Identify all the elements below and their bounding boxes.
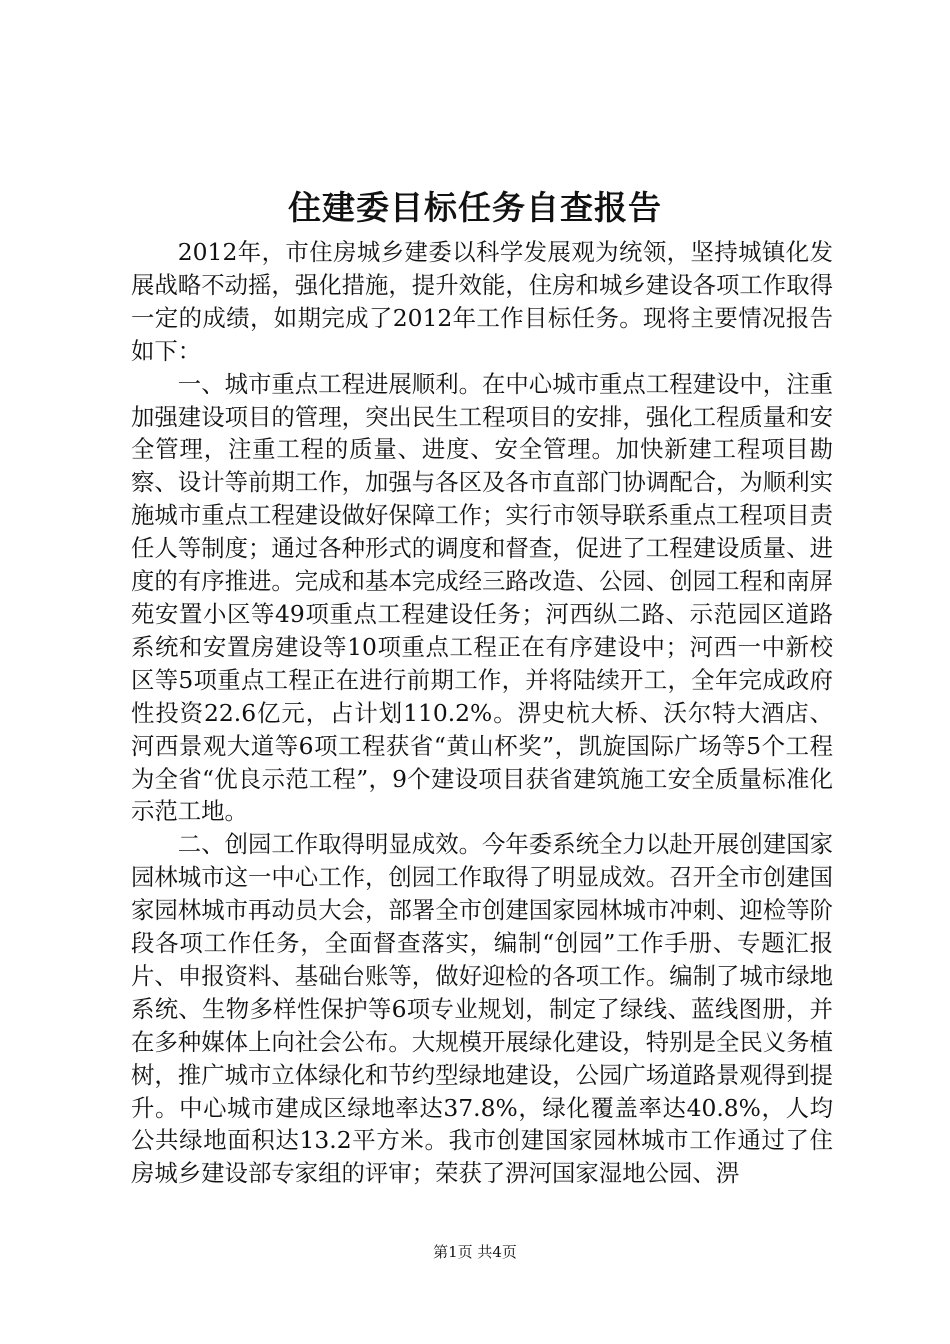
document-body — [131, 236, 833, 1190]
intro-paragraph: 2012年，市住房城乡建委以科学发展观为统领，坚持城镇化发展战略不动摇，强化措施，提升效能，住房和城乡建设各项工作取得一定的成绩，如期完成了2012年工作目标任务。现将主要情况报告如下： — [131, 238, 833, 365]
section-one-paragraph: 一、城市重点工程进展顺利。在中心城市重点工程建设中，注重加强建设项目的管理，突出民生工程项目的安排，强化工程质量和安全管理，注重工程的质量、进度、安全管理。加快新建工程项目勘察、设计等前期工作，加强与各区及各市直部门协调配合，为顺利实施城市重点工程建设做好保障工作；实行市领导联系重点工程项目责任人等制度；通过各种形式的调度和督查，促进了工程建设质量、进度的有序推进。完成和基本完成经三路改造、公园、创园工程和南屏苑安置小区等49项重点工程建设任务；河西纵二路、示范园区道路系统和安置房建设等10项重点工程正在有序建设中；河西一中新校区等5项重点工程正在进行前期工作，并将陆续开工，全年完成政府性投资22.6亿元，占计划110.2%。淠史杭大桥、沃尔特大酒店、河西景观大道等6项工程获省“黄山杯奖”，凯旋国际广场等5个工程为全省“优良示范工程”，9个建设项目获省建筑施工安全质量标准化示范工地。 — [131, 369, 833, 826]
section-two-paragraph: 二、创园工作取得明显成效。今年委系统全力以赴开展创建国家园林城市这一中心工作，创园工作取得了明显成效。召开全市创建国家园林城市再动员大会，部署全市创建国家园林城市冲刺、迎检等阶段各项工作任务，全面督查落实，编制“创园”工作手册、专题汇报片、申报资料、基础台账等，做好迎检的各项工作。编制了城市绿地系统、生物多样性保护等6项专业规划，制定了绿线、蓝线图册，并在多种媒体上向社会公布。大规模开展绿化建设，特别是全民义务植树，推广城市立体绿化和节约型绿地建设，公园广场道路景观得到提升。中心城市建成区绿地率达37.8%，绿化覆盖率达40.8%，人均公共绿地面积达13.2平方米。我市创建国家园林城市工作通过了住房城乡建设部专家组的评审；荣获了淠河国家湿地公园、淠 — [131, 830, 833, 1188]
document-title: 住建委目标任务自查报告 — [288, 188, 662, 227]
page-number-footer: 第1页 共4页 — [433, 1243, 517, 1261]
